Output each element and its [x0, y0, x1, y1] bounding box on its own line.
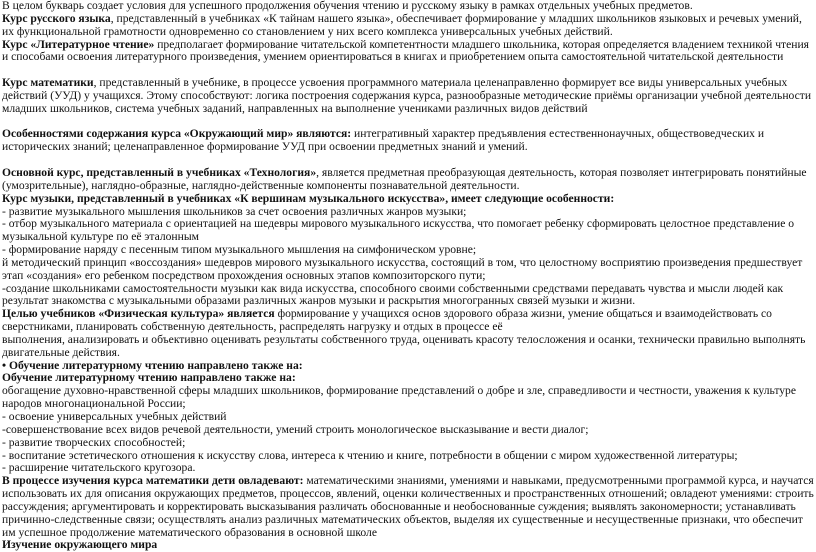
paragraph-text: - отбор музыкального материала с ориентацией на шедевры мирового музыкального искусства, что помогает ребенку сформировать целостное представление о музыкальной культуре по её эталонным — [2, 217, 795, 244]
paragraph-text: математическими знаниями, умениями и навыками, предусмотренными программой курса, и научатся использовать их для описания окружающих предметов, процессов, явлений, оценки количественных и пространственных отношений; овладеют умениями: строить рассуждения; аргументировать и корректировать высказывания различать обоснованные и необоснованные суждения; выявлять закономерности; устанавливать причинно-следственные связи; осуществлять анализ различных математических объектов, выделяя их существенные и несущественные признаки, что обеспечит им успешное продолжение математического образования в основной школе — [2, 474, 814, 539]
paragraph — [2, 539, 814, 552]
paragraph — [2, 13, 814, 39]
paragraph — [2, 385, 814, 411]
paragraph-text: - развитие творческих способностей; — [2, 435, 186, 449]
paragraph-text: -совершенствование всех видов речевой деятельности, умений строить монологическое высказывание и вести диалог; — [2, 422, 589, 436]
paragraph — [2, 39, 814, 65]
paragraph — [2, 257, 814, 283]
paragraph-text: , представленный в учебниках «К тайнам нашего языка», обеспечивает формирование у младших школьников языковых и речевых умений, их функциональной грамотности одновременно со становлением у них всего комплекса универсальных учебных действий. — [2, 11, 802, 38]
paragraph — [2, 334, 814, 360]
paragraph-heading: Курс музыки, представленный в учебниках «К вершинам музыкального искусства», имеет следующие особенности: — [2, 191, 615, 205]
paragraph-heading: Изучение окружающего мира — [2, 538, 158, 552]
paragraph-text: , представленный в учебнике, в процессе усвоения программного материала целенаправленно формирует все виды универсальных учебных действий (УУД) у учащихся. Этому способствуют: логика построения содержания курса, разнообразные методические приёмы организации учебной деятельности младших школьников, система учебных заданий, направленных на выполнение учениками различных видов действий — [2, 76, 812, 115]
paragraph-text: формирование у учащихся основ здорового образа жизни, умение общаться и взаимодействовать со сверстниками, планировать собственную деятельность, распределять нагрузку и отдых в процессе её — [2, 307, 772, 334]
paragraph-heading: • Обучение литературному чтению направлено также на: — [2, 358, 303, 372]
paragraph-heading: Курс математики — [2, 76, 94, 90]
paragraph-text: -создание школьниками самостоятельности музыки как вида искусства, способного своими собственными средствами передавать чувства и мысли людей как результат знакомства с музыкальными образами различных жанров музыки и раскрытия многогранных связей музыки и жизни. — [2, 281, 784, 308]
paragraph-text: выполнения, анализировать и объективно оценивать результаты собственного труда, оценивать красоту телосложения и осанки, технически правильно выполнять двигательные действия. — [2, 332, 806, 359]
paragraph — [2, 283, 814, 309]
paragraph-heading: Обучение литературному чтению направлено также на: — [2, 371, 296, 385]
paragraph-text: - формирование наряду с песенным типом музыкального мышления на симфоническом уровне; — [2, 243, 477, 257]
paragraph-text: , является предметная преобразующая деятельность, которая позволяет интегрировать понятийные (умозрительные), наглядно-образные, наглядно-действенные компоненты познавательной деятельности. — [2, 165, 807, 192]
paragraph-heading: Особенностями содержания курса «Окружающий мир» являются: — [2, 127, 352, 141]
paragraph-heading: Курс «Литературное чтение» — [2, 37, 155, 51]
paragraph-heading: Курс русского языка — [2, 11, 111, 25]
paragraph-heading: В процессе изучения курса математики дети овладевают: — [2, 474, 304, 488]
paragraph — [2, 128, 814, 154]
paragraph — [2, 218, 814, 244]
paragraph-text: предполагает формирование читательской компетентности младшего школьника, которая определяется владением техникой чтения и способами освоения литературного произведения, умением ориентироваться в книгах и приобретением опыта самостоятельной читательской деятельности — [2, 37, 809, 64]
paragraph-text: - воспитание эстетического отношения к искусству слова, интереса к чтению и книге, потребности в общении с миром художественной литературы; — [2, 448, 738, 462]
paragraph-text: В целом букварь создает условия для успешного продолжения обучения чтению и русскому языку в рамках отдельных учебных предметов. — [2, 0, 693, 12]
paragraph-text: - расширение читательского кругозора. — [2, 461, 196, 475]
paragraph-text: обогащение духовно-нравственной сферы младших школьников, формирование представлений о добре и зле, справедливости и честности, уважения к культуре народов многонациональной России; — [2, 384, 796, 411]
paragraph-heading: Целью учебников «Физическая культура» является — [2, 307, 275, 321]
paragraph — [2, 167, 814, 193]
paragraph-text: - освоение универсальных учебных действий — [2, 410, 227, 423]
paragraph-text: й методический принцип «воссоздания» шедевров мирового музыкального искусства, состоящий в том, что целостному восприятию произведения предшествует этап «создания» его ребенком посредством прохождения основных этапов композиторского пути; — [2, 255, 803, 282]
paragraph — [2, 77, 814, 116]
paragraph — [2, 308, 814, 334]
paragraph-heading: Основной курс, представленный в учебниках «Технология» — [2, 165, 317, 179]
paragraph-text: - развитие музыкального мышления школьников за счет освоения различных жанров музыки; — [2, 204, 467, 218]
paragraph-text: интегративный характер предъявления естественнонаучных, обществоведческих и исторических знаний; целенаправленное формирование УУД при освоении предметных знаний и умений. — [2, 127, 765, 154]
paragraph — [2, 475, 814, 539]
